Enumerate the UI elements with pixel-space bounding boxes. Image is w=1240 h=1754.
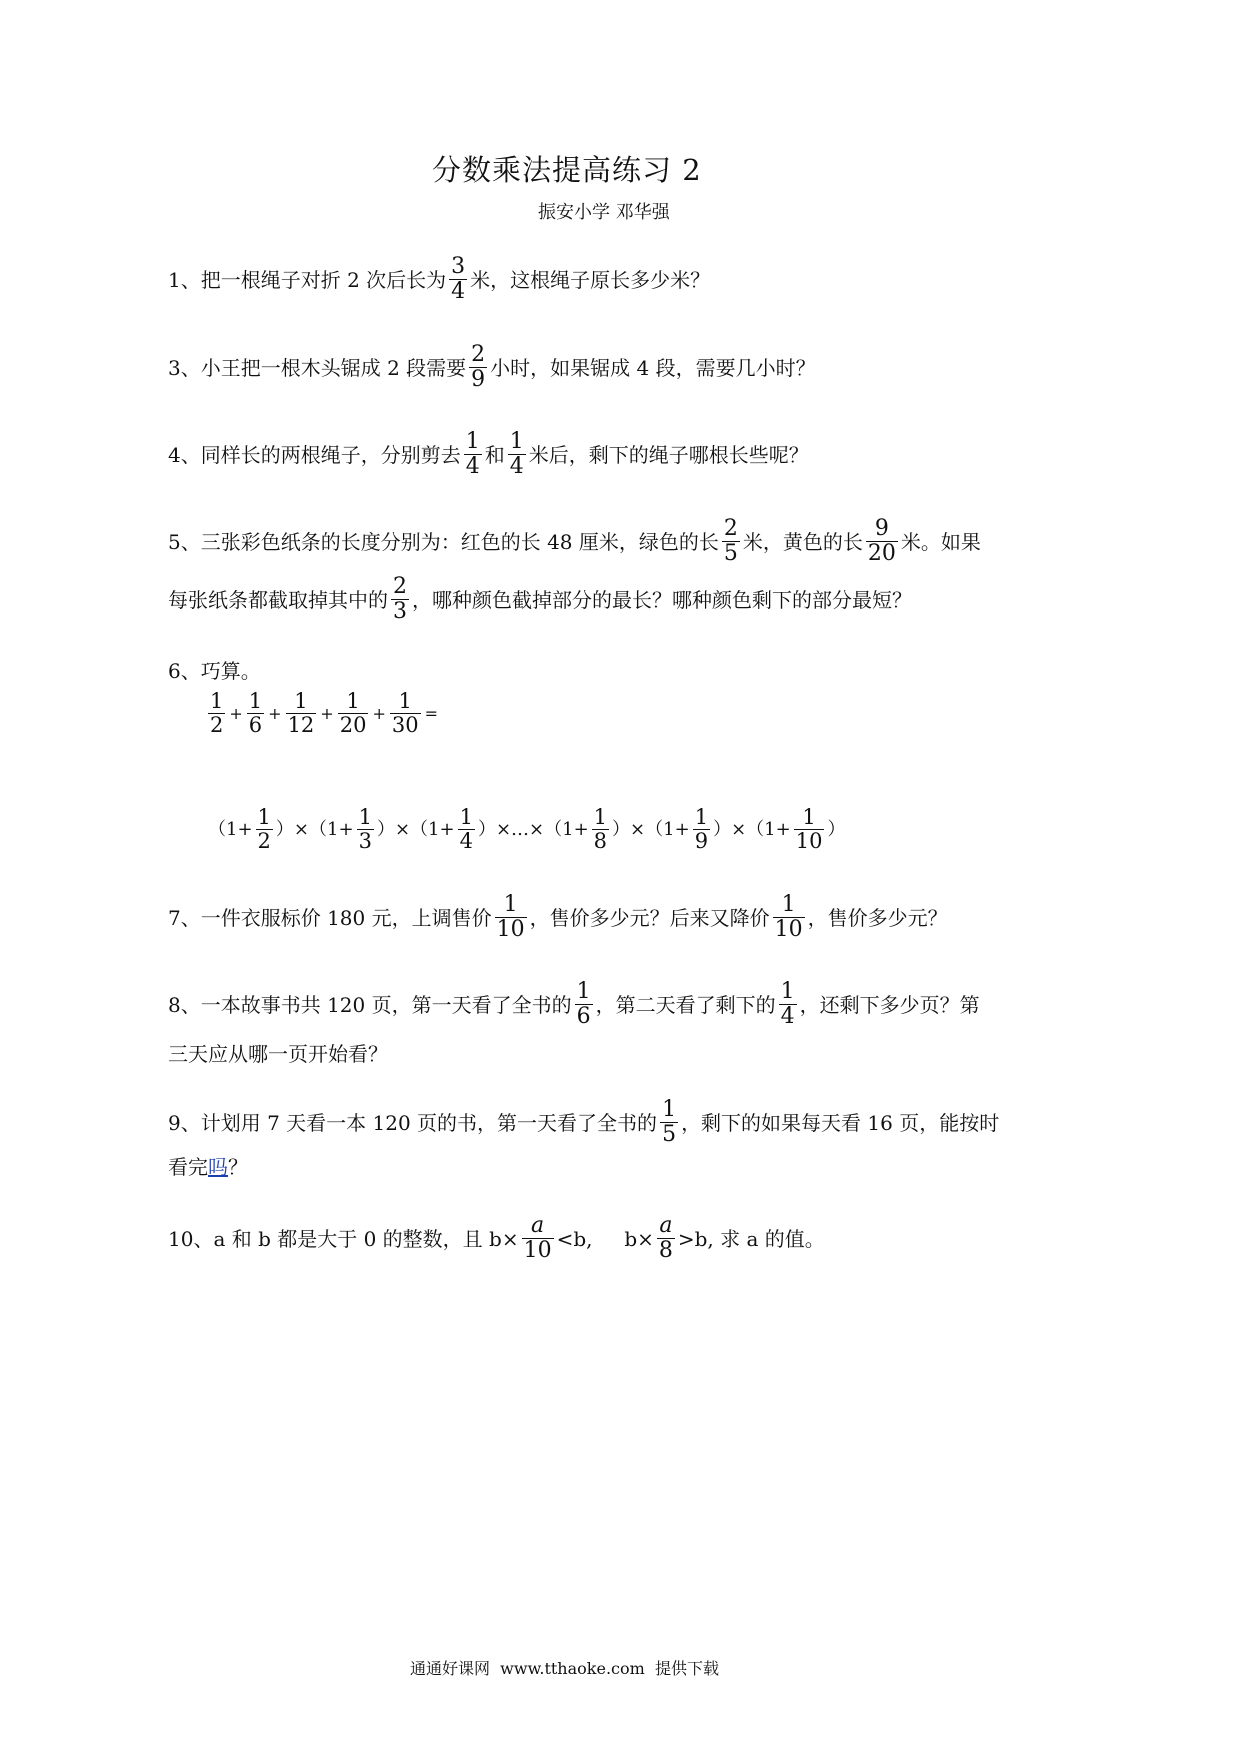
times-sign: × [731, 818, 747, 840]
q3-text-before: 3、小王把一根木头锯成 2 段需要 [168, 355, 467, 380]
sum-fraction: $\frac{1}{2}$ [210, 689, 224, 738]
product-fraction: $\frac{1}{9}$ [694, 805, 709, 854]
page-title: 分数乘法提高练习 2 [432, 153, 702, 187]
q5-fraction-2: $\frac{9}{20}$ [867, 516, 896, 567]
close-paren: ） [612, 818, 631, 840]
open-paren: （1+ [208, 818, 253, 840]
sum-fraction: $\frac{1}{6}$ [248, 689, 263, 738]
open-paren: （1+ [645, 818, 690, 840]
q5-text-mid: 米，黄色的长 [742, 529, 863, 554]
q1-text-before: 1、把一根绳子对折 2 次后长为 [168, 267, 447, 292]
equals-sign: = [424, 703, 438, 723]
close-paren: ） [376, 818, 395, 840]
q1-fraction: $\frac{3}{4}$ [451, 254, 466, 305]
q7-text-mid: ，售价多少元？后来又降价 [529, 905, 770, 930]
question-9-line-2 [168, 1157, 248, 1177]
q4-text-after: 米后，剩下的绳子哪根长些呢？ [528, 442, 809, 467]
close-paren: ） [477, 818, 496, 840]
question-6-label: 6、巧算。 [168, 659, 261, 683]
q5-fraction-3: $\frac{2}{3}$ [393, 574, 407, 625]
q10-fraction-1: $\frac{a}{10}$ [523, 1213, 552, 1264]
close-paren: ） [275, 818, 294, 840]
q8-text-after: ，还剩下多少页？第 [799, 992, 980, 1017]
q9-fraction: $\frac{1}{5}$ [662, 1097, 677, 1148]
q8-fraction-2: $\frac{1}{4}$ [780, 979, 795, 1030]
q9-text-after: ，剩下的如果每天看 16 页，能按时 [681, 1110, 1000, 1135]
question-8-line-2: 三天应从哪一页开始看？ [168, 1042, 388, 1066]
q8-text-mid: ，第二天看了剩下的 [595, 992, 776, 1017]
q5-line2-after: ，哪种颜色截掉部分的最长？哪种颜色剩下的部分最短？ [412, 587, 912, 612]
q10-text-after: >b, 求 a 的值。 [677, 1226, 825, 1251]
product-fraction: $\frac{1}{3}$ [358, 805, 372, 854]
plus-sign: + [372, 703, 386, 723]
q10-text-mid: <b, b× [556, 1226, 654, 1251]
question-8-line-1 [168, 980, 980, 1029]
q8-text-before: 8、一本故事书共 120 页，第一天看了全书的 [168, 992, 572, 1017]
q9-hyperlink[interactable]: 吗 [208, 1155, 228, 1179]
q5-line2-before: 每张纸条都截取掉其中的 [168, 587, 388, 612]
question-3 [168, 343, 816, 392]
product-fraction: $\frac{1}{4}$ [459, 805, 473, 854]
question-9-line-1 [168, 1098, 999, 1147]
plus-sign: + [268, 703, 282, 723]
ellipsis: ×…× [495, 818, 545, 840]
sum-fraction: $\frac{1}{12}$ [287, 689, 315, 738]
question-1 [168, 255, 710, 304]
q9-line2-end: ？ [228, 1155, 248, 1179]
product-fraction: $\frac{1}{2}$ [257, 805, 271, 854]
question-10 [168, 1214, 825, 1263]
q10-text-before: 10、a 和 b 都是大于 0 的整数，且 b× [168, 1226, 519, 1251]
product-fraction: $\frac{1}{8}$ [593, 805, 608, 854]
question-5-line-1 [168, 517, 981, 566]
open-paren: （1+ [544, 818, 589, 840]
q4-text-before: 4、同样长的两根绳子，分别剪去 [168, 442, 461, 467]
plus-sign: + [229, 703, 243, 723]
plus-sign: + [320, 703, 334, 723]
q1-text-after: 米，这根绳子原长多少米？ [470, 267, 711, 292]
times-sign: × [394, 818, 411, 840]
open-paren: （1+ [309, 818, 354, 840]
sum-fraction: $\frac{1}{20}$ [339, 689, 367, 738]
q7-text-after: ，售价多少元？ [807, 905, 948, 930]
open-paren: （1+ [746, 818, 791, 840]
q9-line2-text: 看完 [168, 1155, 208, 1179]
q3-fraction: $\frac{2}{9}$ [471, 342, 486, 393]
q8-fraction-1: $\frac{1}{6}$ [576, 979, 591, 1030]
product-fraction: $\frac{1}{10}$ [795, 805, 823, 854]
q9-text-before: 9、计划用 7 天看一本 120 页的书，第一天看了全书的 [168, 1110, 658, 1135]
q4-fraction-2: $\frac{1}{4}$ [509, 429, 524, 480]
question-7 [168, 893, 948, 942]
q5-text-after: 米。如果 [900, 529, 981, 554]
q6-sum-expression [205, 690, 439, 737]
times-sign: × [293, 818, 310, 840]
q7-fraction-1: $\frac{1}{10}$ [496, 892, 525, 943]
q6-product-expression [208, 806, 845, 853]
q7-fraction-2: $\frac{1}{10}$ [774, 892, 803, 943]
author-line: 振安小学 邓华强 [538, 202, 670, 223]
q10-fraction-2: $\frac{a}{8}$ [658, 1213, 673, 1264]
open-paren: （1+ [410, 818, 455, 840]
q4-fraction-1: $\frac{1}{4}$ [465, 429, 480, 480]
q3-text-after: 小时，如果锯成 4 段，需要几小时？ [490, 355, 816, 380]
close-paren: ） [713, 818, 732, 840]
close-paren: ） [827, 818, 846, 840]
question-5-line-2 [168, 575, 912, 624]
times-sign: × [630, 818, 646, 840]
q4-text-mid: 和 [484, 442, 505, 467]
q5-text-before: 5、三张彩色纸条的长度分别为：红色的长 48 厘米，绿色的长 [168, 529, 719, 554]
question-4 [168, 430, 809, 479]
q7-text-before: 7、一件衣服标价 180 元，上调售价 [168, 905, 492, 930]
q5-fraction-1: $\frac{2}{5}$ [723, 516, 738, 567]
footer-text: 通通好课网 www.tthaoke.com 提供下载 [410, 1659, 719, 1678]
sum-fraction: $\frac{1}{30}$ [391, 689, 419, 738]
